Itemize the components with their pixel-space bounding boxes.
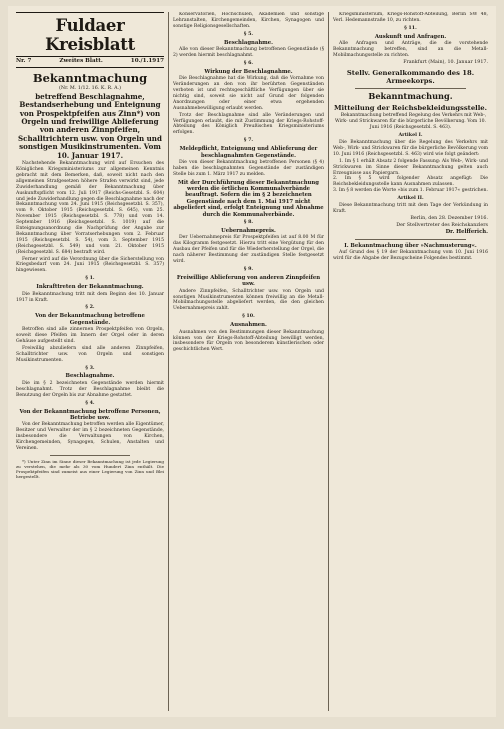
paragraph: Die Beschlagnahme hat die Wirkung, daß die Vornahme von Veränderungen an den von ihr berührten Gegenständen verboten ist und rechtsgeschäftliche Verfügungen über sie nichtig sind, soweit sie nicht auf Grund der folgenden Anordnungen oder einer etwa ergehenden Ausnahmebewilligung erlaubt werden. xyxy=(173,76,324,111)
section-heading: Von der Bekanntmachung betroffene Personen, Betriebe usw. xyxy=(19,408,161,421)
section-heading: I. Bekanntmachung über »Nachmusterung«. xyxy=(344,242,477,249)
paragraph: Betroffen sind alle zinnernen Prospektpfeifen von Orgeln, soweit diese Pfeifen im Innern der Orgel oder in deren Gehäuse aufgestellt sind. xyxy=(16,327,164,344)
section-heading: Inkrafttreten der Bekanntmachung. xyxy=(36,284,144,291)
section-heading: Beschlagnahme. xyxy=(223,39,273,46)
newspaper-page xyxy=(8,6,496,717)
section-heading: Wirkung der Beschlagnahme. xyxy=(204,68,293,75)
paragraph: Freiwillig abzuliefern sind alle anderen Zinnpfeifen, Schalltrichter usw. von Orgeln und sonstigen Musikinstrumenten. xyxy=(16,345,164,363)
section-number: § 2. xyxy=(85,304,95,311)
signature-place-date: Berlin, den 28. Dezember 1916. xyxy=(410,215,488,221)
article-subheading: Mitteilung der Reichsbekleidungsstelle. xyxy=(334,104,487,113)
decree-paragraph: Mit der Durchführung dieser Bekanntmachung werden die örtlichen Kommunalverbände beauftragt. Sofern die im § 2 bezeichneten Gegenstände nach dem 1. Mai 1917 nicht abgeliefert sind, erfolgt Enteignung und Abnahme durch die Kommunalverbände. xyxy=(173,179,324,218)
section-number: § 10. xyxy=(242,313,255,320)
separator xyxy=(355,88,466,89)
section-heading: Meldepflicht, Enteignung und Ablieferung der beschlagnahmten Gegenstände. xyxy=(179,146,318,159)
issue-label: Zweites Blatt. xyxy=(59,58,103,64)
section-number: § 1. xyxy=(85,275,95,282)
paragraph: Kriegsministerium, Kriegs-Rohstoff-Abteilung, Berlin SW 48, Verl. Hedemannstraße 10, zu richten. xyxy=(333,12,488,23)
paragraph: Von der Bekanntmachung betroffen werden alle Eigentümer, Besitzer und Verwalter der im § 2 bezeichneten Gegenstände, insbesondere die Verwaltungen von Kirchen, Kirchengemeinden, Synagogen, Schulen, Anstalten und Vereinen. xyxy=(16,422,164,451)
section-heading: Beschlagnahme. xyxy=(65,373,115,380)
article-number: Artikel II. xyxy=(397,195,424,202)
section-number: § 11. xyxy=(404,24,417,31)
issue-date: 10./1.1917 xyxy=(130,58,164,64)
column-1 xyxy=(16,12,164,711)
section-number: § 6. xyxy=(243,59,254,66)
paragraph: Andere Zinnpfeifen, Schalltrichter usw. von Orgeln und sonstigen Musikinstrumenten können freiwillig an die Metall-Mobilmachungsstelle abgeliefert werden, die den gleichen Uebernahmepreis zahlt. xyxy=(173,288,324,312)
paragraph: Ferner wird auf die Verordnung über die Sicherstellung von Kriegsbedarf vom 24. Juni 1915 (Reichsgesetzbl. S. 357) hingewiesen. xyxy=(16,256,164,274)
column-2 xyxy=(173,12,324,711)
paragraph: Alle von dieser Bekanntmachung betroffenen Gegenstände (§ 2) werden hiermit beschlagnahmt. xyxy=(173,47,324,58)
article-heading: Bekanntmachung. xyxy=(368,90,453,101)
paragraph: Die Bekanntmachung über die Regelung des Verkehrs mit Web-, Wirk- und Strickwaren für die bürgerliche Bevölkerung vom 10. Juni 1916 (Reichsgesetzbl. S. 463) wird wie folgt geändert: xyxy=(333,139,488,157)
paragraph: Trotz der Beschlagnahme sind alle Veränderungen und Verfügungen erlaubt, die mit Zustimmung der Kriegs-Rohstoff-Abteilung des Königlich Preußischen Kriegsministeriums erfolgen. xyxy=(173,112,324,136)
signature-place-date: Frankfurt (Main), 10. Januar 1917. xyxy=(403,59,488,65)
footnote: *) Unter Zinn im Sinne dieser Bekanntmachung ist jede Legierung zu verstehen, die mehr als 30 vom Hundert Zinn enthält. Die Prospektpfeifen sind zumeist aus einer Legierung von Zinn und Blei hergestellt. xyxy=(16,458,164,480)
column-rule xyxy=(168,12,169,711)
section-number: § 8. xyxy=(243,219,254,226)
paragraph: Die von dieser Bekanntmachung betroffenen Personen (§ 4) haben die beschlagnahmten Gegenstände der zuständigen Stelle bis zum 1. März 1917 zu melden. xyxy=(173,159,324,177)
article-heading: Bekanntmachung xyxy=(32,70,148,85)
section-number: § 7. xyxy=(243,137,254,144)
separator xyxy=(50,455,130,456)
column-3 xyxy=(333,12,488,711)
issue-number: Nr. 7 xyxy=(16,58,32,64)
article-lead: betreffend Beschlagnahme, Bestandserhebung und Enteignung von Prospektpfeifen aus Zinn*) von Orgeln und freiwillige Ablieferung von anderen Zinnpfeifen, Schalltrichtern usw. von Orgeln und sonstigen Musikinstrumenten. Vom 10. Januar 1917. xyxy=(18,91,162,160)
signature-authority: Stellv. Generalkommando des 18. Armeekorps. xyxy=(346,68,475,85)
masthead-title: Fuldaer Kreisblatt xyxy=(45,16,135,54)
paragraph: Die Bekanntmachung tritt mit dem Beginn des 10. Januar 1917 in Kraft. xyxy=(16,291,164,303)
signature-title: Der Stellvertreter des Reichskanzlers xyxy=(396,222,488,228)
article-reference: (Nr. M. 1/12. 16. K. R. A.) xyxy=(59,85,121,91)
signature-name: Dr. Helfferich. xyxy=(445,228,488,235)
paragraph: Ausnahmen von den Bestimmungen dieser Bekanntmachung können von der Kriegs-Rohstoff-Abteilung bewilligt werden, insbesondere für Orgeln von besonderem künstlerischen oder geschichtlichen Wert. xyxy=(173,329,324,353)
article-number: Artikel I. xyxy=(398,132,423,139)
section-heading: Auskunft und Anfragen. xyxy=(374,33,447,40)
section-number: § 9. xyxy=(243,265,254,272)
masthead xyxy=(16,12,164,68)
paragraph: Alle Anfragen und Anträge, die die vorstehende Bekanntmachung betreffen, sind an die Metall-Mobilmachungsstelle zu richten. xyxy=(333,41,488,58)
section-number: § 3. xyxy=(85,364,95,371)
section-heading: Freiwillige Ablieferung von anderen Zinnpfeifen usw. xyxy=(176,274,321,288)
paragraph: Diese Bekanntmachung tritt mit dem Tage der Verkündung in Kraft. xyxy=(333,203,488,214)
paragraph: Auf Grund des § 19 der Bekanntmachung vom 10. Juni 1916 wird für die Abgabe der Bezugscheine Folgendes bestimmt. xyxy=(333,249,488,261)
masthead-info xyxy=(16,56,164,65)
paragraph: Der Uebernahmepreis für Prospektpfeifen ist auf 8.00 M für das Kilogramm festgesetzt. Hierzu tritt eine Vergütung für den Ausbau der Pfeifen und für die Wiederherstellung der Orgel, die nach näherer Bestimmung der zuständigen Stelle festgesetzt wird. xyxy=(173,235,324,265)
section-heading: Uebernahmepreis. xyxy=(221,228,276,234)
section-number: § 5. xyxy=(243,30,254,37)
list-paragraph: 1. Im § 1 erhält Absatz 2 folgende Fassung: Als Web-, Wirk- und Strickwaren im Sinne dieser Bekanntmachung gelten auch Erzeugnisse aus Papiergarn. 2. Im § 5 wird folgender Absatz angefügt: Die Reichsbekleidungsstelle kann Ausnahmen zulassen. 3. Im § 8 werden die Worte »bis zum 1. Februar 1917« gestrichen. xyxy=(333,158,488,194)
section-number: § 4. xyxy=(85,399,95,406)
paragraph: Die im § 2 bezeichneten Gegenstände werden hiermit beschlagnahmt. Trotz der Beschlagnahme bleibt die Benutzung der Orgeln bis zur Abnahme gestattet. xyxy=(16,380,164,398)
section-heading: Ausnahmen. xyxy=(230,322,267,329)
column-rule xyxy=(328,12,329,711)
paragraph: Bekanntmachung betreffend Regelung des Verkehrs mit Web-, Wirk- und Strickwaren für die bürgerliche Bevölkerung. Vom 10. Juni 1916 (Reichsgesetzbl. S. 463). xyxy=(334,113,487,131)
section-heading: Von der Bekanntmachung betroffene Gegenstände. xyxy=(35,313,145,326)
paragraph: Nachstehende Bekanntmachung wird auf Ersuchen des Königlichen Kriegsministeriums zur allgemeinen Kenntnis gebracht mit dem Bemerken, daß, soweit nicht nach den allgemeinen Strafgesetzen höhere Strafen verwirkt sind, jede Zuwiderhandlung gemäß der Bekanntmachung über Auskunftspflicht vom 12. Juli 1917 (Reichs-Gesetzbl. S. 604) und jede Zuwiderhandlung gegen die Beschlagnahme nach der Bekanntmachung vom 24. Juni 1915 (Reichsgesetzbl. S. 357), vom 9. Oktober 1915 (Reichsgesetzbl. S. 645), vom 25. November 1915 (Reichsgesetzbl. S. 778) und vom 14. September 1916 (Reichsgesetzbl. S. 1019) auf die Enteignungsanordnung die Nachprüfung der Angabe zur Bekanntmachung über Vorratserhebungen vom 2. Februar 1915 (Reichsgesetzbl. S. 54), vom 3. September 1915 (Reichsgesetzbl. S. 549) und vom 21. Oktober 1915 (Reichsgesetzbl. S. 684) bestraft wird. xyxy=(16,161,164,255)
separator xyxy=(355,239,466,240)
paragraph: Konservatorien, Hochschulen, Akademien und sonstige Lehranstalten, Kirchengemeinden, Kirchen, Synagogen und sonstige Religionsgesellschaften. xyxy=(173,12,324,29)
